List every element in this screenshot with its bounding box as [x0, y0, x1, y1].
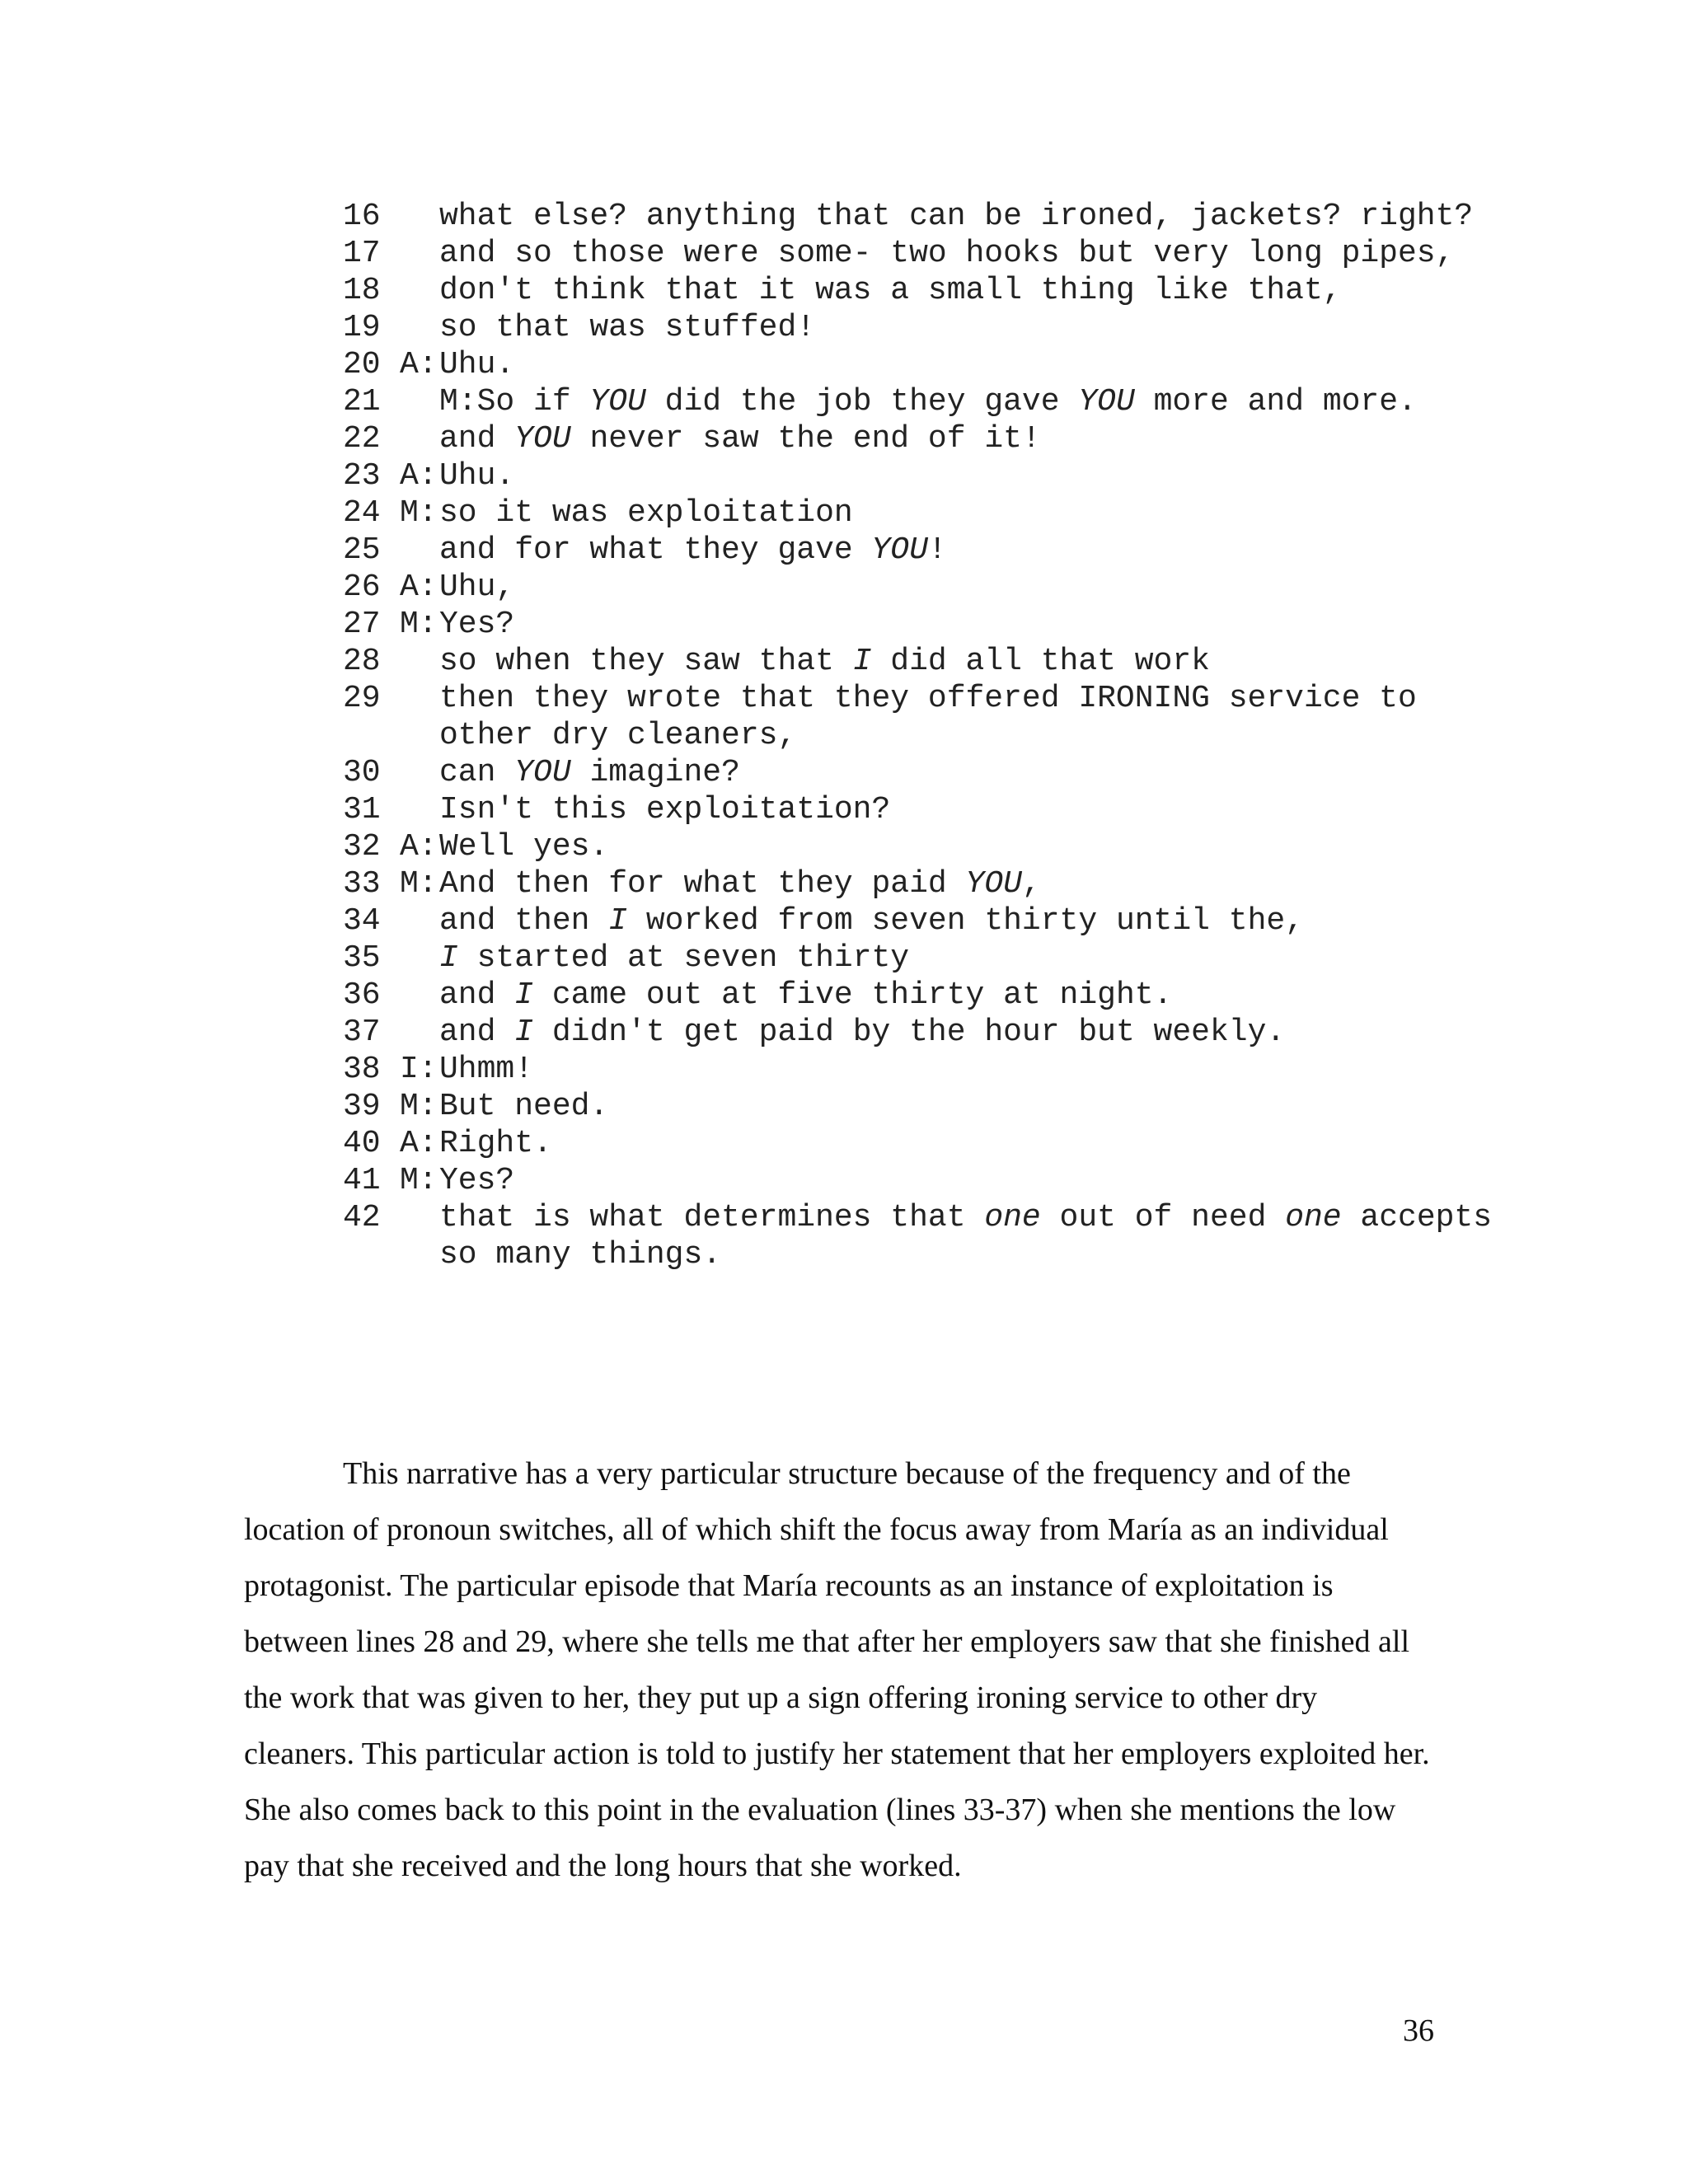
text-segment: But need. [439, 1089, 609, 1124]
text-segment: Right. [439, 1126, 552, 1161]
text-segment: and for what they gave [439, 532, 872, 568]
transcript-line [343, 198, 1497, 235]
transcript-line [343, 902, 1497, 940]
utterance-text [439, 643, 1497, 680]
text-segment: accepts so many things. [439, 1200, 1493, 1272]
utterance-text [439, 940, 1497, 977]
emphasized-text: I [439, 940, 458, 976]
utterance-text [439, 420, 1497, 457]
line-number: 26 [343, 569, 381, 605]
text-segment: more and more. [1134, 384, 1417, 419]
line-number: 32 [343, 829, 381, 865]
page-number: 36 [1403, 2013, 1434, 2048]
line-number: 38 [343, 1052, 381, 1087]
text-segment: never saw the end of it! [570, 421, 1041, 457]
line-number: 30 [343, 755, 381, 790]
emphasized-text: YOU [514, 421, 571, 457]
speaker-label: A: [400, 569, 438, 605]
emphasized-text: YOU [871, 532, 928, 568]
text-segment: And then for what they paid [439, 866, 966, 902]
line-number: 35 [343, 940, 381, 976]
transcript-line [343, 309, 1497, 346]
line-number: 16 [343, 199, 381, 234]
transcript-line [343, 1088, 1497, 1125]
speaker-label: A: [400, 347, 438, 382]
transcript-line [343, 865, 1497, 902]
text-segment: ! [927, 532, 947, 568]
line-number: 25 [343, 532, 381, 568]
text-segment: , [1021, 866, 1041, 902]
emphasized-text: YOU [965, 866, 1022, 902]
speaker-label: A: [400, 1126, 438, 1161]
transcript-line [343, 346, 1497, 383]
emphasized-text: YOU [514, 755, 571, 790]
transcript-line [343, 643, 1497, 680]
speaker-label: M: [400, 495, 438, 531]
text-segment: imagine? [570, 755, 740, 790]
transcript-line [343, 977, 1497, 1014]
utterance-text [439, 272, 1497, 309]
emphasized-text: I [608, 903, 628, 939]
emphasized-text: one [984, 1200, 1041, 1235]
text-segment: M:So if [439, 384, 590, 419]
interview-transcript [343, 198, 1497, 1273]
speaker-label: M: [400, 1163, 438, 1198]
text-segment: did all that work [871, 644, 1210, 679]
utterance-text [439, 791, 1497, 828]
text-segment: that is what determines that [439, 1200, 985, 1235]
line-number: 20 [343, 347, 381, 382]
speaker-label: I: [400, 1052, 438, 1087]
utterance-text [439, 457, 1497, 494]
utterance-text [439, 383, 1497, 420]
emphasized-text: YOU [589, 384, 646, 419]
line-number: 24 [343, 495, 381, 531]
emphasized-text: I [852, 644, 872, 679]
utterance-text [439, 309, 1497, 346]
line-number: 22 [343, 421, 381, 457]
text-segment: Uhu. [439, 347, 515, 382]
transcript-line [343, 420, 1497, 457]
emphasized-text: one [1285, 1200, 1342, 1235]
text-segment: didn't get paid by the hour but weekly. [533, 1015, 1286, 1050]
transcript-line [343, 1051, 1497, 1088]
utterance-text [439, 977, 1497, 1014]
line-number: 42 [343, 1200, 381, 1235]
text-segment: what else? anything that can be ironed, jackets? right? [439, 199, 1474, 234]
line-number: 17 [343, 236, 381, 271]
text-segment: worked from seven thirty until the, [627, 903, 1304, 939]
line-number: 29 [343, 681, 381, 716]
text-segment: Well yes. [439, 829, 609, 865]
text-segment: then they wrote that they offered IRONING service to other dry cleaners, [439, 681, 1417, 753]
speaker-label: M: [400, 1089, 438, 1124]
utterance-text [439, 1088, 1497, 1125]
line-number: 37 [343, 1015, 381, 1050]
utterance-text [439, 1051, 1497, 1088]
text-segment: came out at five thirty at night. [533, 977, 1173, 1013]
speaker-label: M: [400, 866, 438, 902]
transcript-line [343, 1014, 1497, 1051]
text-segment: and so those were some- two hooks but very long pipes, [439, 236, 1455, 271]
transcript-line [343, 532, 1497, 569]
utterance-text [439, 569, 1497, 606]
line-number: 33 [343, 866, 381, 902]
transcript-line [343, 680, 1497, 754]
utterance-text [439, 1162, 1497, 1199]
utterance-text [439, 235, 1497, 272]
utterance-text [439, 1014, 1497, 1051]
text-segment: don't think that it was a small thing like that, [439, 273, 1342, 308]
transcript-line [343, 494, 1497, 532]
utterance-text [439, 606, 1497, 643]
line-number: 27 [343, 607, 381, 642]
text-segment: did the job they gave [645, 384, 1079, 419]
utterance-text [439, 1199, 1497, 1273]
transcript-line [343, 606, 1497, 643]
utterance-text [439, 346, 1497, 383]
text-segment: so when they saw that [439, 644, 853, 679]
line-number: 21 [343, 384, 381, 419]
speaker-label: A: [400, 829, 438, 865]
text-segment: so that was stuffed! [439, 310, 816, 345]
transcript-line [343, 754, 1497, 791]
transcript-line [343, 828, 1497, 865]
line-number: 36 [343, 977, 381, 1013]
body-paragraph: This narrative has a very particular structure because of the frequency and of the location of pronoun switches, all of which shift the focus away from María as an individual protagonist. The particular episode that María recounts as an instance of exploitation is between lines 28 and 29, where she tells me that after her employers saw that she finished all the work that was given to her, they put up a sign offering ironing service to other dry cleaners. This particular action is told to justify her statement that her employers exploited her. She also comes back to this point in the evaluation (lines 33-37) when she mentions the low pay that she received and the long hours that she worked. [244, 1456, 1430, 1883]
transcript-line [343, 791, 1497, 828]
transcript-line [343, 383, 1497, 420]
speaker-label: M: [400, 607, 438, 642]
utterance-text [439, 902, 1497, 940]
line-number: 18 [343, 273, 381, 308]
text-segment: and [439, 977, 515, 1013]
line-number: 19 [343, 310, 381, 345]
utterance-text [439, 1125, 1497, 1162]
text-segment: out of need [1040, 1200, 1286, 1235]
line-number: 39 [343, 1089, 381, 1124]
emphasized-text: I [514, 1015, 534, 1050]
line-number: 40 [343, 1126, 381, 1161]
utterance-text [439, 828, 1497, 865]
transcript-line [343, 272, 1497, 309]
emphasized-text: I [514, 977, 534, 1013]
text-segment: and [439, 421, 515, 457]
transcript-line [343, 1199, 1497, 1273]
transcript-line [343, 235, 1497, 272]
utterance-text [439, 532, 1497, 569]
text-segment: can [439, 755, 515, 790]
line-number: 34 [343, 903, 381, 939]
line-number: 41 [343, 1163, 381, 1198]
utterance-text [439, 754, 1497, 791]
text-segment: Yes? [439, 607, 515, 642]
line-number: 23 [343, 458, 381, 494]
transcript-line [343, 457, 1497, 494]
line-number: 31 [343, 792, 381, 827]
text-segment: Yes? [439, 1163, 515, 1198]
text-segment: Uhu, [439, 569, 515, 605]
emphasized-text: YOU [1078, 384, 1135, 419]
utterance-text [439, 198, 1497, 235]
speaker-label: A: [400, 458, 438, 494]
transcript-line [343, 1125, 1497, 1162]
transcript-line [343, 940, 1497, 977]
utterance-text [439, 865, 1497, 902]
transcript-line [343, 1162, 1497, 1199]
utterance-text [439, 494, 1497, 532]
text-segment: Uhu. [439, 458, 515, 494]
text-segment: and then [439, 903, 609, 939]
text-segment: started at seven thirty [457, 940, 910, 976]
line-number: 28 [343, 644, 381, 679]
text-segment: Uhmm! [439, 1052, 534, 1087]
text-segment: and [439, 1015, 515, 1050]
utterance-text [439, 680, 1497, 754]
text-segment: Isn't this exploitation? [439, 792, 891, 827]
text-segment: so it was exploitation [439, 495, 853, 531]
transcript-line [343, 569, 1497, 606]
